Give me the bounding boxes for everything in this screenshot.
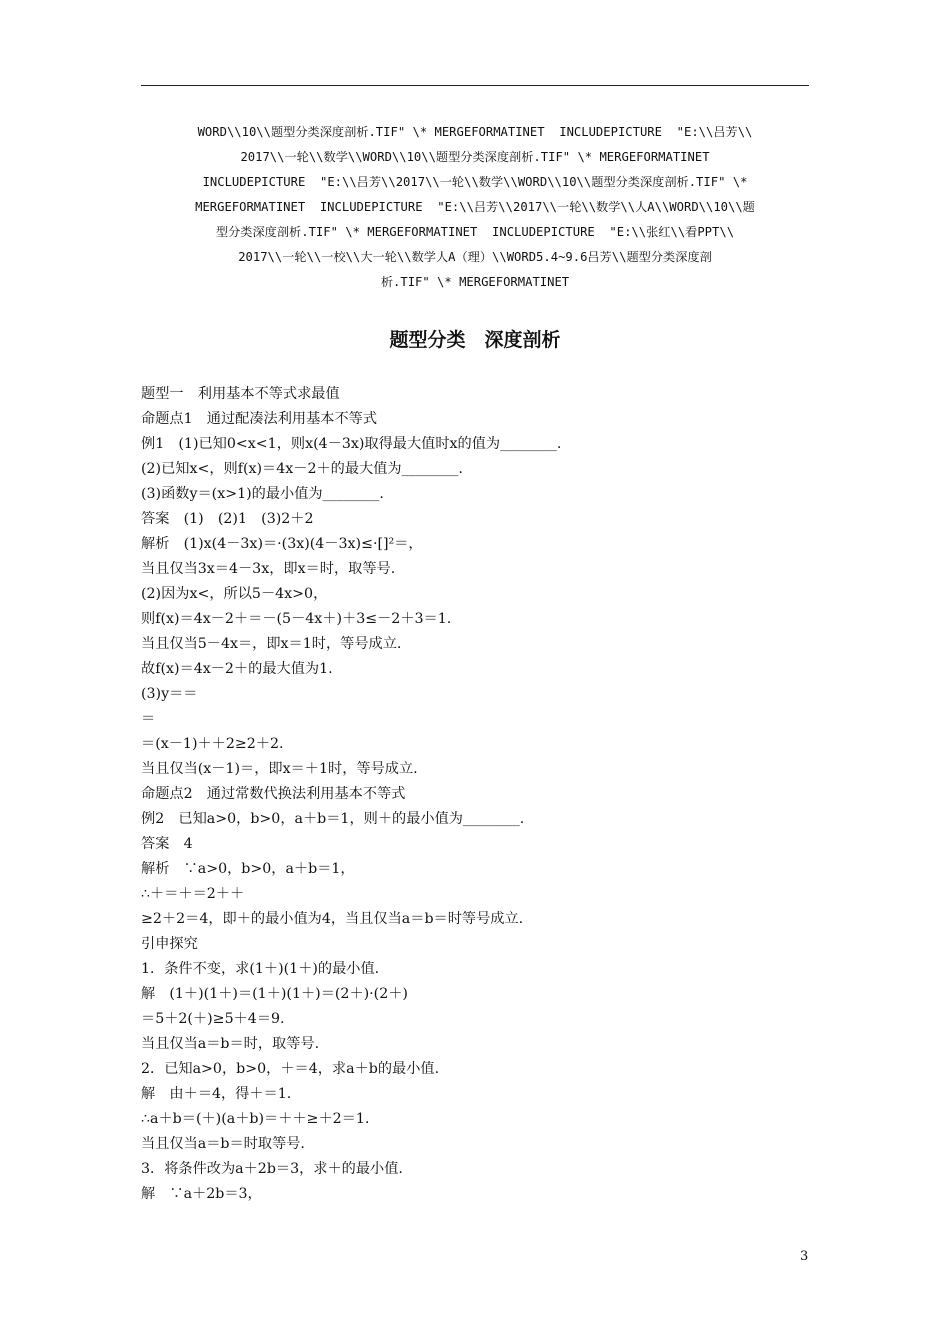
text-line: 当且仅当a＝b＝时取等号. [141,1136,305,1152]
field-code-line-3: INCLUDEPICTURE "E:\\吕芳\\2017\\一轮\\数学\\WORD\\10\\题型分类深度剖析.TIF" \* [202,175,748,189]
text-line: ≥2＋2＝4，即＋的最小值为4，当且仅当a＝b＝时等号成立. [141,911,524,927]
example-1-question: 例1 (1)已知0<x<1，则x(4－3x)取得最大值时x的值为________. [141,436,562,452]
subsection-heading: 命题点1 通过配凑法利用基本不等式 [141,411,378,427]
text-line: 当且仅当3x＝4－3x，即x＝时，取等号. [141,561,396,577]
field-code-line-5: 型分类深度剖析.TIF" \* MERGEFORMATINET INCLUDEPICTURE "E:\\张红\\看PPT\\ [215,225,735,239]
header-rule [141,85,809,86]
text-line: (3)函数y＝(x>1)的最小值为________. [141,486,384,502]
answer-line: 答案 (1) (2)1 (3)2＋2 [141,511,314,527]
text-line: (3)y＝＝ [141,686,198,702]
field-code-line-6: 2017\\一轮\\一校\\大一轮\\数学人A（理）\\WORD5.4~9.6吕芳\\题型分类深度剖 [238,250,712,264]
text-line: ∴＋＝＋＝2＋＋ [141,886,245,902]
field-code-line-2: 2017\\一轮\\数学\\WORD\\10\\题型分类深度剖析.TIF" \* MERGEFORMATINET [240,150,710,164]
analysis-line: 解析 (1)x(4－3x)＝·(3x)(4－3x)≤·[]²＝， [141,536,423,552]
text-line: 2．已知a>0，b>0，＋＝4，求a＋b的最小值. [141,1061,440,1077]
text-line: 故f(x)＝4x－2＋的最大值为1. [141,661,333,677]
analysis-line: 解析 ∵a>0，b>0，a＋b＝1， [141,861,355,877]
text-line: (2)因为x<，所以5－4x>0， [141,586,328,602]
subsection-heading: 命题点2 通过常数代换法利用基本不等式 [141,786,406,802]
field-code-line-7: 析.TIF" \* MERGEFORMATINET [380,275,570,289]
extension-heading: 引申探究 [141,936,198,952]
text-line: ＝ [141,711,156,727]
text-line: ＝(x－1)＋＋2≥2＋2. [141,736,284,752]
text-line: 解 (1＋)(1＋)＝(1＋)(1＋)＝(2＋)·(2＋) [141,986,408,1002]
text-line: ∴a＋b＝(＋)(a＋b)＝＋＋≥＋2＝1. [141,1111,370,1127]
text-line: 当且仅当a＝b＝时，取等号. [141,1036,320,1052]
text-line: 当且仅当5－4x＝，即x＝1时，等号成立. [141,636,402,652]
text-line: ＝5＋2(＋)≥5＋4＝9. [141,1011,285,1027]
text-line: 当且仅当(x－1)＝，即x＝＋1时，等号成立. [141,761,418,777]
text-line: (2)已知x<，则f(x)＝4x－2＋的最大值为________. [141,461,463,477]
page-number: 3 [800,1249,809,1264]
text-line: 则f(x)＝4x－2＋＝－(5－4x＋)＋3≤－2＋3＝1. [141,611,452,627]
text-line: 3．将条件改为a＋2b＝3，求＋的最小值. [141,1161,403,1177]
text-line: 解 由＋＝4，得＋＝1. [141,1086,292,1102]
section-heading: 题型一 利用基本不等式求最值 [141,386,340,402]
text-line: 1．条件不变，求(1＋)(1＋)的最小值. [141,961,380,977]
page-title: 题型分类 深度剖析 [389,329,561,351]
field-code-line-4: MERGEFORMATINET INCLUDEPICTURE "E:\\吕芳\\2017\\一轮\\数学\\人A\\WORD\\10\\题 [195,200,755,214]
text-line: 解 ∵a＋2b＝3， [141,1186,262,1202]
field-code-line-1: WORD\\10\\题型分类深度剖析.TIF" \* MERGEFORMATINET INCLUDEPICTURE "E:\\吕芳\\ [197,125,753,139]
example-2-question: 例2 已知a>0，b>0，a＋b＝1，则＋的最小值为________. [141,811,525,827]
answer-line: 答案 4 [141,836,193,852]
